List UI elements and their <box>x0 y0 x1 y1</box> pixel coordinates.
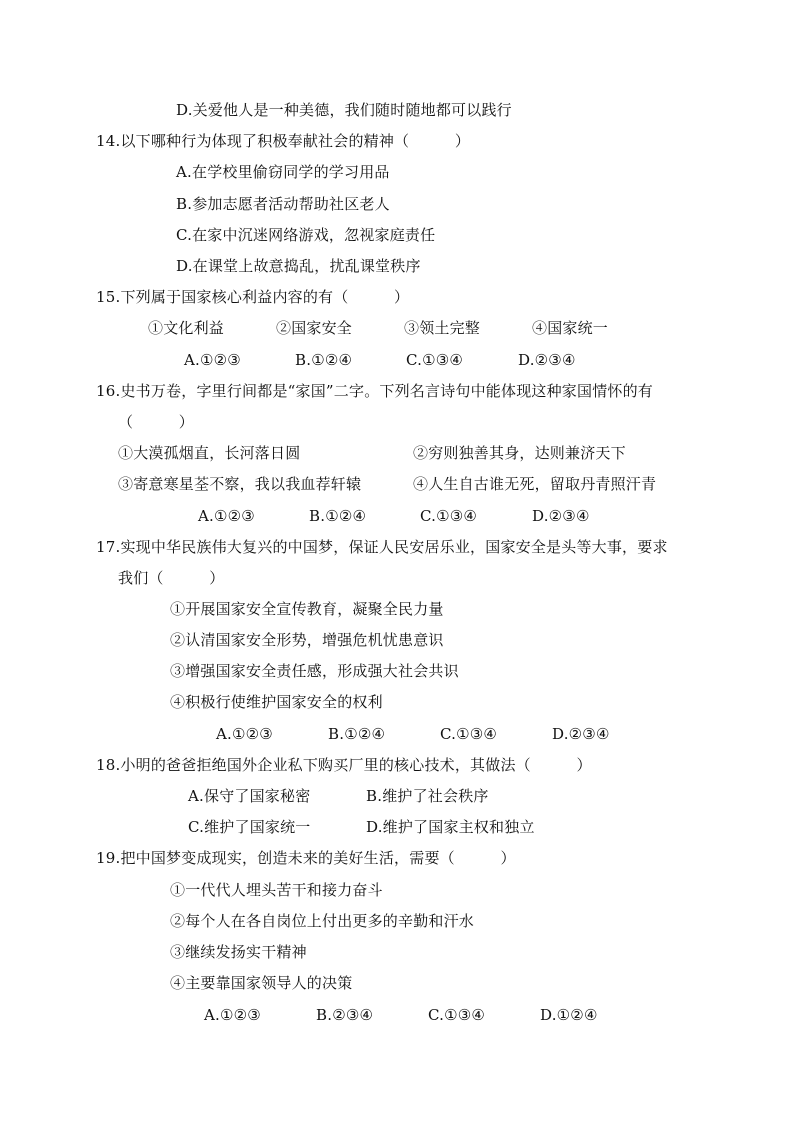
q18-option-d: D.维护了国家主权和独立 <box>366 818 535 836</box>
q18-stem: 18.小明的爸爸拒绝国外企业私下购买厂里的核心技术，其做法（ ） <box>96 756 592 774</box>
q16-stem-line2: （ ） <box>118 413 195 431</box>
q16-item-3: ③寄意寒星荃不察，我以我血荐轩辕 <box>118 475 362 493</box>
q19-stem: 19.把中国梦变成现实，创造未来的美好生活，需要（ ） <box>96 849 516 867</box>
q16-option-c: C.①③④ <box>420 507 478 525</box>
q17-stem-line2: 我们（ ） <box>118 569 225 587</box>
q17-option-d: D.②③④ <box>552 725 610 743</box>
q15-item-4: ④国家统一 <box>532 319 609 337</box>
q14-stem: 14.以下哪种行为体现了积极奉献社会的精神（ ） <box>96 132 471 150</box>
q19-option-b: B.②③④ <box>316 1006 374 1024</box>
q19-option-a: A.①②③ <box>204 1006 261 1024</box>
q14-option-b: B.参加志愿者活动帮助社区老人 <box>176 195 390 213</box>
q19-option-c: C.①③④ <box>428 1006 486 1024</box>
q19-option-d: D.①②④ <box>540 1006 598 1024</box>
q17-item-2: ②认清国家安全形势，增强危机忧患意识 <box>170 631 444 649</box>
q19-item-1: ①一代代人埋头苦干和接力奋斗 <box>170 881 383 899</box>
q19-item-2: ②每个人在各自岗位上付出更多的辛勤和汗水 <box>170 912 475 930</box>
q15-option-c: C.①③④ <box>406 351 464 369</box>
q17-item-4: ④积极行使维护国家安全的权利 <box>170 693 383 711</box>
q17-option-b: B.①②④ <box>328 725 386 743</box>
q17-option-c: C.①③④ <box>440 725 498 743</box>
q15-item-2: ②国家安全 <box>276 319 353 337</box>
q15-item-3: ③领土完整 <box>404 319 481 337</box>
q14-option-d: D.在课堂上故意捣乱，扰乱课堂秩序 <box>176 257 421 275</box>
q19-item-3: ③继续发扬实干精神 <box>170 943 307 961</box>
q15-option-b: B.①②④ <box>295 351 353 369</box>
q19-item-4: ④主要靠国家领导人的决策 <box>170 974 353 992</box>
q15-stem: 15.下列属于国家核心利益内容的有（ ） <box>96 288 410 306</box>
q16-item-4: ④人生自古谁无死，留取丹青照汗青 <box>413 475 657 493</box>
q17-stem-line1: 17.实现中华民族伟大复兴的中国梦，保证人民安居乐业，国家安全是头等大事，要求 <box>96 538 668 556</box>
q16-option-b: B.①②④ <box>309 507 367 525</box>
q16-item-2: ②穷则独善其身，达则兼济天下 <box>413 444 626 462</box>
q17-option-a: A.①②③ <box>216 725 273 743</box>
q15-option-a: A.①②③ <box>184 351 241 369</box>
q14-option-c: C.在家中沉迷网络游戏，忽视家庭责任 <box>176 226 436 244</box>
q16-stem-line1: 16.史书万卷，字里行间都是“家国”二字。下列名言诗句中能体现这种家国情怀的有 <box>96 382 653 400</box>
q13-option-d: D.关爱他人是一种美德，我们随时随地都可以践行 <box>176 101 512 119</box>
q17-item-3: ③增强国家安全责任感，形成强大社会共识 <box>170 662 459 680</box>
q18-option-c: C.维护了国家统一 <box>188 818 311 836</box>
q14-option-a: A.在学校里偷窃同学的学习用品 <box>176 163 390 181</box>
q17-item-1: ①开展国家安全宣传教育，凝聚全民力量 <box>170 600 444 618</box>
q18-option-b: B.维护了社会秩序 <box>366 787 489 805</box>
q15-option-d: D.②③④ <box>518 351 576 369</box>
q16-item-1: ①大漠孤烟直，长河落日圆 <box>118 444 301 462</box>
q15-item-1: ①文化利益 <box>148 319 225 337</box>
q16-option-d: D.②③④ <box>532 507 590 525</box>
q18-option-a: A.保守了国家秘密 <box>188 787 311 805</box>
q16-option-a: A.①②③ <box>198 507 255 525</box>
